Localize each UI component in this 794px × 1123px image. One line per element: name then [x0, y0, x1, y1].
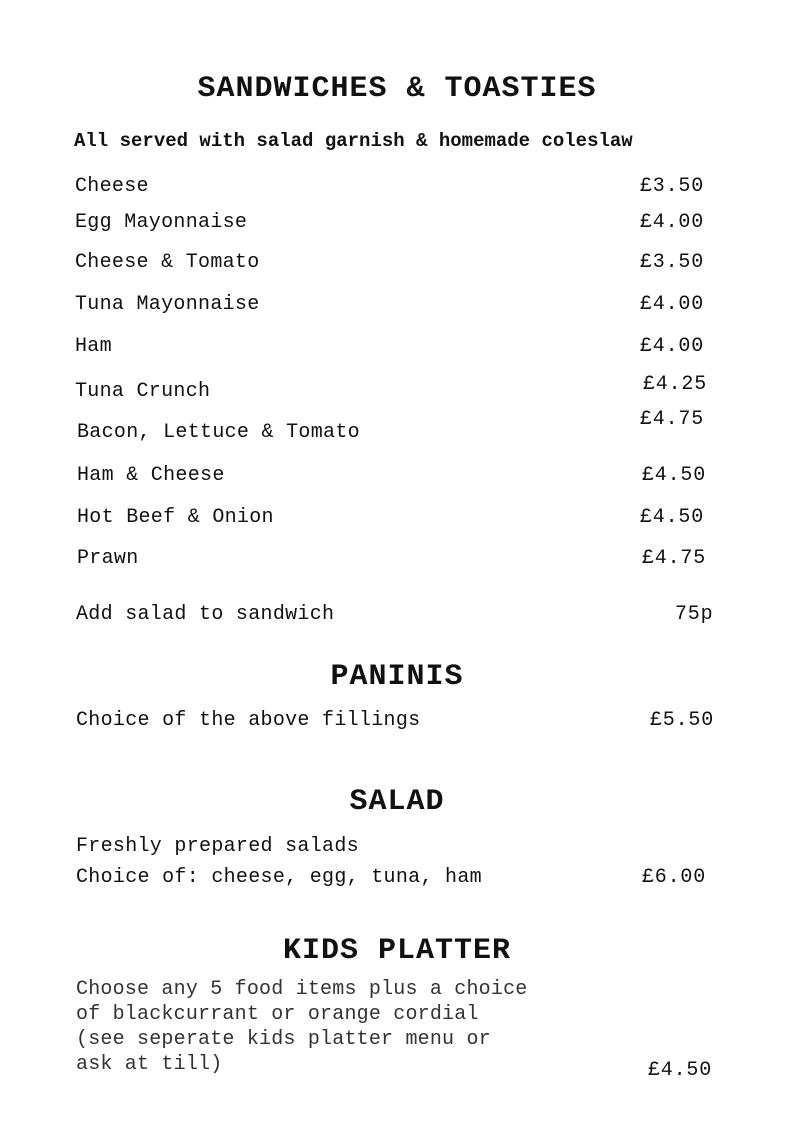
- kids-platter-line-3: (see seperate kids platter menu or: [76, 1028, 491, 1051]
- menu-item-name: Prawn: [77, 547, 139, 570]
- menu-item-price: £4.25: [643, 373, 708, 396]
- addon-name: Add salad to sandwich: [76, 603, 335, 626]
- salad-line-2: Choice of: cheese, egg, tuna, ham: [76, 866, 482, 889]
- menu-item-name: Bacon, Lettuce & Tomato: [77, 421, 360, 444]
- menu-item-price: £4.50: [642, 464, 707, 487]
- menu-item-name: Tuna Crunch: [75, 380, 211, 403]
- menu-item-price: £4.00: [640, 293, 705, 316]
- salad-heading: SALAD: [349, 785, 445, 819]
- menu-item-price: £4.00: [640, 335, 705, 358]
- menu-item-name: Ham & Cheese: [77, 464, 225, 487]
- menu-item-name: Cheese: [75, 175, 149, 198]
- menu-item-name: Ham: [75, 335, 112, 358]
- menu-item-name: Hot Beef & Onion: [77, 506, 274, 529]
- menu-item-price: £4.75: [640, 408, 705, 431]
- kids-platter-line-1: Choose any 5 food items plus a choice: [76, 978, 528, 1001]
- kids-platter-line-2: of blackcurrant or orange cordial: [76, 1003, 479, 1026]
- menu-item-price: £3.50: [640, 251, 705, 274]
- sandwiches-heading: SANDWICHES & TOASTIES: [197, 72, 597, 106]
- sandwiches-subtitle: All served with salad garnish & homemade coleslaw: [74, 130, 633, 152]
- menu-item-name: Egg Mayonnaise: [75, 211, 248, 234]
- menu-item-price: £4.50: [640, 506, 705, 529]
- panini-item-price: £5.50: [650, 709, 715, 732]
- paninis-heading: PANINIS: [330, 660, 464, 694]
- menu-item-price: £3.50: [640, 175, 705, 198]
- kids-platter-heading: KIDS PLATTER: [282, 934, 512, 968]
- salad-line-1: Freshly prepared salads: [76, 835, 359, 858]
- addon-price: 75p: [675, 603, 714, 626]
- kids-platter-price: £4.50: [648, 1059, 713, 1082]
- menu-item-name: Tuna Mayonnaise: [75, 293, 260, 316]
- salad-price: £6.00: [642, 866, 707, 889]
- kids-platter-line-4: ask at till): [76, 1053, 223, 1076]
- menu-item-name: Cheese & Tomato: [75, 251, 260, 274]
- menu-item-price: £4.75: [642, 547, 707, 570]
- panini-item-name: Choice of the above fillings: [76, 709, 421, 732]
- menu-item-price: £4.00: [640, 211, 705, 234]
